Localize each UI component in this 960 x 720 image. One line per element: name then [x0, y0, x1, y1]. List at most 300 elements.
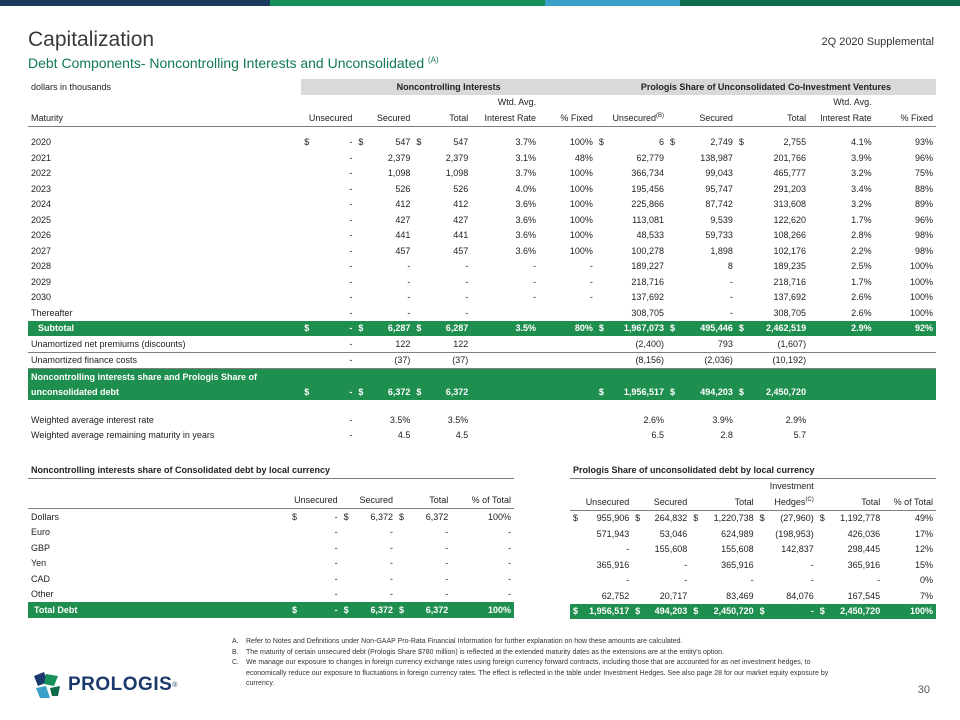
row-label: Thereafter — [31, 307, 73, 318]
prologis-logo — [30, 670, 177, 700]
cell: 3.6% — [515, 230, 537, 241]
cell: - — [349, 214, 353, 225]
cell: 6,287 — [387, 323, 411, 334]
cell: 20,717 — [659, 590, 688, 601]
cell: 100% — [487, 604, 511, 615]
col-hedges-label: Hedges — [774, 496, 806, 507]
cell: $ — [573, 513, 579, 524]
cell: - — [334, 527, 338, 538]
cell: - — [684, 575, 688, 586]
cell: - — [407, 276, 411, 287]
cell — [355, 197, 367, 213]
footnote — [232, 648, 842, 659]
cell — [301, 243, 314, 259]
cell: $ — [738, 387, 744, 398]
cell: 218,716 — [631, 276, 664, 287]
cell: $ — [693, 513, 699, 524]
cell — [570, 526, 582, 542]
page-number: 30 — [917, 684, 930, 696]
table-row — [570, 573, 936, 589]
cell: 95,747 — [705, 183, 733, 194]
cell: 98% — [914, 230, 933, 241]
cell: 92% — [914, 323, 933, 334]
table-row — [28, 274, 936, 290]
cell: 441 — [395, 230, 411, 241]
cell: 4.5 — [397, 430, 411, 441]
cell: 6 — [658, 137, 664, 148]
cell — [757, 557, 769, 573]
cell: $ — [738, 137, 744, 148]
cell — [355, 181, 367, 197]
cell: 264,832 — [654, 513, 688, 524]
cell: $ — [759, 606, 765, 617]
row-label: Yen — [31, 558, 47, 569]
cell: 225,866 — [631, 199, 664, 210]
cell: - — [389, 573, 393, 584]
cell: - — [810, 606, 814, 617]
cell: 2.6% — [851, 292, 872, 303]
cell — [757, 526, 769, 542]
cell — [413, 243, 425, 259]
cell: $ — [304, 387, 310, 398]
cell — [413, 290, 425, 306]
cell: 49% — [914, 513, 933, 524]
col-pct-total: % of Total — [471, 495, 511, 506]
cell: 2.8 — [720, 430, 733, 441]
cell — [289, 556, 302, 572]
cell: - — [729, 292, 733, 303]
table-row — [28, 556, 514, 572]
col-hedges — [757, 494, 817, 510]
table-row — [28, 540, 514, 556]
cell — [596, 274, 608, 290]
cell — [355, 150, 367, 166]
cell: 189,235 — [773, 261, 807, 272]
cell: - — [445, 589, 449, 600]
cell: 2,450,720 — [713, 606, 754, 617]
cell — [301, 197, 314, 213]
cell: 142,837 — [781, 544, 814, 555]
cell — [301, 274, 314, 290]
table-row — [28, 259, 936, 275]
cell: - — [729, 276, 733, 287]
row-label: 2023 — [31, 183, 52, 194]
cell: - — [334, 589, 338, 600]
cell: $ — [358, 387, 364, 398]
cell: - — [349, 292, 353, 303]
footnote-key: A. — [232, 638, 239, 645]
cell: 427 — [453, 214, 469, 225]
cell: - — [684, 559, 688, 570]
cell: $ — [693, 606, 699, 617]
cell: 6,372 — [370, 604, 393, 615]
cell: (37) — [394, 355, 411, 366]
cell — [690, 588, 702, 604]
cell — [736, 274, 748, 290]
cell: 2.8% — [851, 230, 872, 241]
registered-mark: ® — [172, 681, 178, 689]
supplemental-label: 2Q 2020 Supplemental — [821, 36, 934, 48]
cell: 99,043 — [705, 168, 733, 179]
cell — [736, 228, 748, 244]
unsecured-note: (B) — [655, 112, 664, 119]
row-label: 2026 — [31, 230, 52, 241]
cell: 138,987 — [700, 152, 733, 163]
row-label: 2025 — [31, 214, 52, 225]
cell — [632, 588, 644, 604]
cell: 122 — [395, 338, 411, 349]
cell — [690, 573, 702, 589]
cell: 12% — [914, 544, 933, 555]
cell: - — [626, 544, 630, 555]
row-label: 2022 — [31, 168, 52, 179]
cell: 3.6% — [515, 245, 537, 256]
cell: 571,943 — [596, 528, 630, 539]
cell: 366,734 — [631, 168, 664, 179]
cell — [355, 290, 367, 306]
cell: 75% — [914, 168, 933, 179]
cell: 2.9% — [851, 323, 872, 334]
cell: 100% — [569, 199, 593, 210]
cell: 108,266 — [773, 230, 807, 241]
cell: 100% — [909, 307, 933, 318]
cell — [396, 587, 407, 603]
col-pct-fixed: % Fixed — [560, 112, 593, 123]
cell: - — [349, 355, 353, 366]
cell: 113,081 — [632, 214, 664, 225]
cell: 1.7% — [851, 276, 872, 287]
cell: $ — [358, 137, 364, 148]
cell: - — [533, 276, 537, 287]
debt-maturity-table — [28, 79, 936, 443]
cell — [596, 259, 608, 275]
cell: 494,203 — [654, 606, 688, 617]
row-label: GBP — [31, 542, 51, 553]
footnote-text: The maturity of certain unsecured debt (Prologis Share $780 million) is reflected at the extended maturity dates as the extensions are at the entity's option. — [246, 648, 724, 656]
table-row — [28, 150, 936, 166]
cell: 100% — [487, 511, 511, 522]
table-row — [28, 166, 936, 182]
table-row — [28, 525, 514, 541]
cell — [596, 181, 608, 197]
cell: 100% — [909, 261, 933, 272]
cell: 9,539 — [710, 214, 733, 225]
cell: $ — [416, 387, 422, 398]
cell: (2,036) — [704, 355, 733, 366]
cell: 457 — [395, 245, 411, 256]
table-row — [28, 228, 936, 244]
cell: 412 — [453, 199, 469, 210]
cell — [632, 557, 644, 573]
cell: 6.5 — [651, 430, 664, 441]
cell: 526 — [453, 183, 469, 194]
cell — [341, 587, 352, 603]
cell: - — [334, 604, 338, 615]
cell: 3.6% — [515, 199, 537, 210]
cell: - — [407, 307, 411, 318]
cell: 3.9% — [851, 152, 872, 163]
cell: 3.5% — [515, 323, 537, 334]
prologis-currency-title: Prologis Share of unconsolidated debt by local currency — [570, 462, 936, 478]
page-title: Capitalization — [28, 28, 155, 51]
cell: 0% — [919, 575, 933, 586]
cell — [596, 197, 608, 213]
cell — [596, 212, 608, 228]
cell — [817, 557, 829, 573]
cell: 526 — [395, 183, 411, 194]
cell: 137,692 — [631, 292, 664, 303]
cell — [596, 243, 608, 259]
cell: 624,989 — [721, 528, 754, 539]
cell: $ — [819, 513, 825, 524]
cell: - — [389, 558, 393, 569]
cell: 427 — [395, 214, 411, 225]
cell: - — [465, 307, 469, 318]
cell: 3.2% — [851, 168, 872, 179]
cell: 6,372 — [387, 387, 411, 398]
cell: 1,956,517 — [623, 387, 664, 398]
col-secured: Secured — [699, 112, 733, 123]
cell: 189,227 — [631, 261, 664, 272]
cell: $ — [759, 513, 765, 524]
cell — [736, 290, 748, 306]
cell: 547 — [453, 137, 469, 148]
cell: - — [349, 276, 353, 287]
cell — [289, 525, 302, 541]
table-row — [28, 135, 936, 151]
cell — [355, 259, 367, 275]
cell: - — [334, 542, 338, 553]
cell: 15% — [914, 559, 933, 570]
cell: 291,203 — [773, 183, 807, 194]
cell: $ — [669, 387, 675, 398]
cell — [570, 557, 582, 573]
col-secured: Secured — [359, 495, 393, 506]
cell: 83,469 — [726, 590, 754, 601]
col-pct-total: % of Total — [893, 496, 933, 507]
cell — [667, 259, 679, 275]
col-secured: Secured — [653, 496, 688, 507]
cell: $ — [304, 323, 310, 334]
cell: 100% — [909, 276, 933, 287]
cell — [736, 259, 748, 275]
cell — [396, 571, 407, 587]
cell: - — [589, 261, 593, 272]
row-label: 2030 — [31, 292, 52, 303]
table-row — [570, 588, 936, 604]
cell: - — [508, 542, 511, 553]
cell: 1,956,517 — [589, 606, 630, 617]
cell — [355, 212, 367, 228]
cell — [355, 274, 367, 290]
cell: $ — [635, 513, 641, 524]
cell: - — [389, 527, 393, 538]
footnote — [232, 658, 842, 690]
cell: 2,755 — [783, 137, 807, 148]
cell: 3.2% — [851, 199, 872, 210]
cell — [355, 243, 367, 259]
hedges-note: (C) — [805, 496, 814, 503]
cell — [289, 540, 302, 556]
col-total: Total — [861, 496, 881, 507]
cell: - — [533, 292, 537, 303]
cell — [570, 542, 582, 558]
cell: 7% — [919, 590, 933, 601]
cell: - — [589, 292, 593, 303]
col-maturity: Maturity — [31, 112, 64, 123]
cell — [817, 526, 829, 542]
cell: 122 — [453, 338, 469, 349]
cell — [341, 540, 352, 556]
cell — [667, 274, 679, 290]
cell — [413, 259, 425, 275]
cell: 3.5% — [447, 414, 469, 425]
col-investment: Investment — [769, 481, 814, 492]
cell: - — [349, 387, 353, 398]
cell: 100,278 — [631, 245, 664, 256]
cell: 2,379 — [445, 152, 469, 163]
cell: (37) — [452, 355, 469, 366]
table-row — [28, 181, 936, 197]
cell — [667, 166, 679, 182]
cell — [596, 150, 608, 166]
cell: - — [508, 527, 511, 538]
cell — [301, 305, 314, 321]
cell: 365,916 — [847, 559, 881, 570]
row-label: CAD — [31, 573, 51, 584]
cell — [413, 150, 425, 166]
cell — [355, 166, 367, 182]
cell: 100% — [569, 183, 593, 194]
cell — [341, 556, 352, 572]
cell — [667, 212, 679, 228]
cell — [301, 181, 314, 197]
cell: 298,445 — [847, 544, 881, 555]
cell: 88% — [914, 183, 933, 194]
footnote-text: We manage our exposure to changes in foreign currency exchange rates using foreign currency forward contracts, including those that are accounted for as net investment hedges, to economically reduce our exposure to fluctuations in foreign currency rates. The effect is reflected in the table under Investment Hedges. See also page 28 for our market equity exposure by currency. — [246, 659, 829, 687]
cell: - — [349, 338, 353, 349]
table-row — [28, 197, 936, 213]
cell: 100% — [909, 606, 933, 617]
cell: 3.6% — [515, 214, 537, 225]
cell: 100% — [909, 292, 933, 303]
cell — [341, 525, 352, 541]
cell — [301, 212, 314, 228]
cell: - — [334, 573, 338, 584]
footnote — [232, 637, 842, 648]
table-row — [28, 243, 936, 259]
cell: - — [389, 589, 393, 600]
cell — [667, 243, 679, 259]
cell: 17% — [914, 528, 933, 539]
row-label: Weighted average remaining maturity in years — [31, 430, 215, 441]
cell: - — [750, 575, 754, 586]
cell — [289, 587, 302, 603]
cell: 308,705 — [773, 307, 807, 318]
cell: 137,692 — [773, 292, 807, 303]
total-row — [570, 604, 936, 620]
footnotes — [232, 637, 842, 690]
cell: 98% — [914, 245, 933, 256]
cell: 6,372 — [445, 387, 469, 398]
cell: 3.7% — [515, 137, 537, 148]
cell: $ — [416, 137, 422, 148]
row-label: Unamortized net premiums (discounts) — [31, 338, 186, 349]
cell — [596, 228, 608, 244]
cell: 4.0% — [515, 183, 537, 194]
subtitle-note: (A) — [428, 55, 439, 65]
cell: - — [445, 542, 449, 553]
table-row — [570, 510, 936, 526]
cell — [817, 588, 829, 604]
cell — [413, 197, 425, 213]
cell: 48,533 — [636, 230, 664, 241]
cell — [817, 542, 829, 558]
cell: (198,953) — [775, 528, 814, 539]
cell: 1.7% — [851, 214, 872, 225]
cell: (27,960) — [780, 513, 814, 524]
cell: 155,608 — [654, 544, 688, 555]
cell: 412 — [395, 199, 411, 210]
col-unsecured — [596, 110, 667, 126]
cell — [817, 573, 829, 589]
cell: 6,372 — [370, 511, 393, 522]
cell: 457 — [453, 245, 469, 256]
cell: 308,705 — [631, 307, 664, 318]
table-row — [28, 509, 514, 525]
cell — [667, 305, 679, 321]
col-unsecured: Unsecured — [585, 496, 630, 507]
cell: - — [349, 168, 353, 179]
cell: - — [349, 430, 353, 441]
col-unsecured: Unsecured — [308, 112, 353, 123]
cell: 2.5% — [851, 261, 872, 272]
cell — [690, 542, 702, 558]
cell: - — [877, 575, 881, 586]
cell — [413, 181, 425, 197]
cell: 201,766 — [773, 152, 807, 163]
cell — [301, 290, 314, 306]
subtitle-text: Debt Components- Noncontrolling Interests and Unconsolidated — [28, 55, 425, 71]
cell: 96% — [914, 214, 933, 225]
col-unsecured-label: Unsecured — [612, 112, 656, 123]
cell — [757, 588, 769, 604]
cell: 53,046 — [659, 528, 688, 539]
cell: - — [445, 573, 449, 584]
cell — [471, 305, 539, 321]
group-prologis-header: Prologis Share of Unconsolidated Co-Investment Ventures — [596, 79, 936, 95]
cell — [632, 573, 644, 589]
col-wtd-avg: Wtd. Avg. — [833, 97, 872, 108]
cell — [736, 150, 748, 166]
cell: - — [334, 511, 338, 522]
cell: 100% — [569, 230, 593, 241]
cell: - — [407, 261, 411, 272]
cell: 365,916 — [721, 559, 754, 570]
cell — [667, 150, 679, 166]
group-nci-header: Noncontrolling Interests — [301, 79, 596, 95]
cell: $ — [819, 606, 825, 617]
cell: - — [349, 199, 353, 210]
cell: - — [445, 527, 449, 538]
cell — [690, 557, 702, 573]
footnote-key: B. — [232, 648, 239, 656]
cell: 102,176 — [773, 245, 807, 256]
cell: 955,906 — [596, 513, 630, 524]
subtotal-label: Subtotal — [38, 323, 74, 334]
cell: 96% — [914, 152, 933, 163]
footnote-key: C. — [232, 659, 239, 666]
